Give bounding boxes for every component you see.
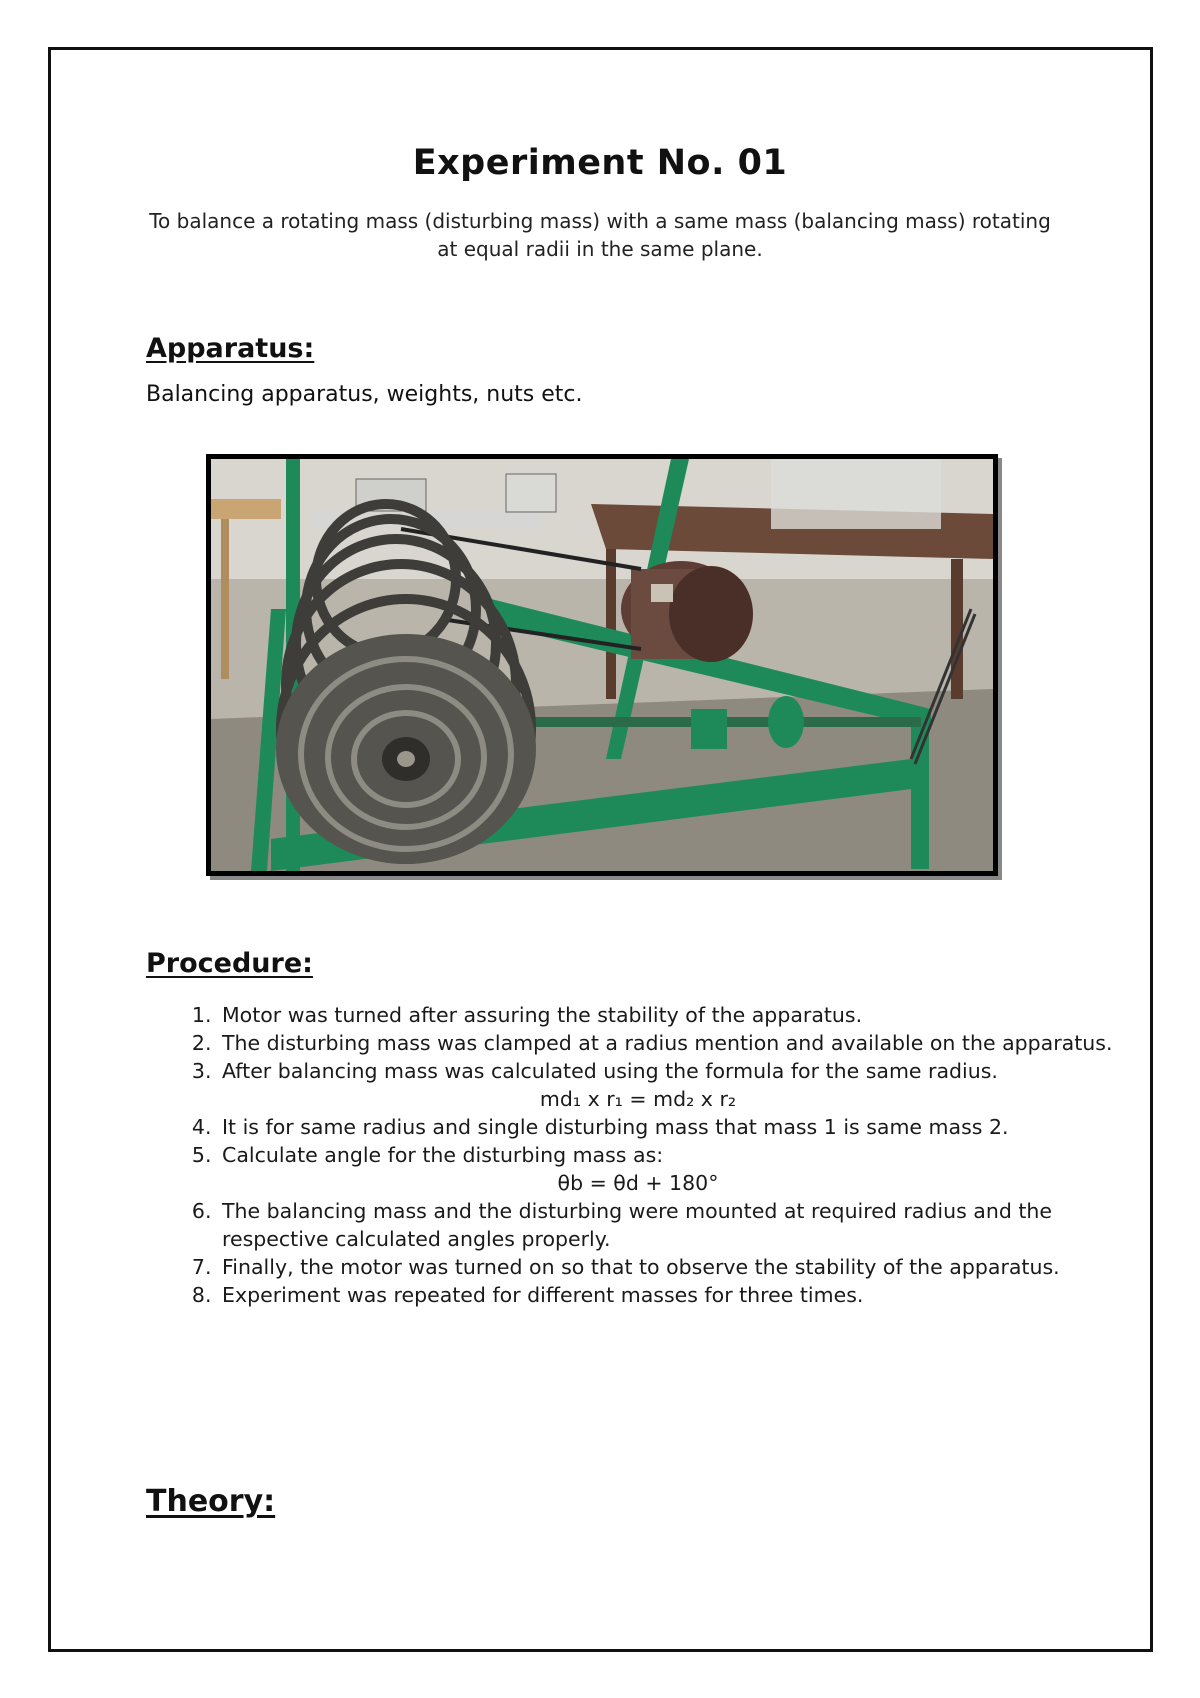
procedure-step: 3. After balancing mass was calculated using the formula for the same radius. [218, 1057, 1118, 1085]
procedure-step: 6. The balancing mass and the disturbing were mounted at required radius and the respective calculated angles properly. [218, 1197, 1118, 1253]
apparatus-list: Balancing apparatus, weights, nuts etc. [146, 382, 583, 407]
angle-formula: θb = θd + 180° [557, 1171, 719, 1195]
procedure-step: 1. Motor was turned after assuring the stability of the apparatus. [218, 1001, 1118, 1029]
experiment-objective: To balance a rotating mass (disturbing mass) with a same mass (balancing mass) rotating at equal radii in the same plane. [149, 209, 1051, 261]
procedure-step: 7. Finally, the motor was turned on so that to observe the stability of the apparatus. [218, 1253, 1118, 1281]
balancing-apparatus-illustration [211, 459, 993, 871]
procedure-step: 5. Calculate angle for the disturbing mass as: [218, 1141, 1118, 1169]
procedure-step: 4. It is for same radius and single disturbing mass that mass 1 is same mass 2. [218, 1113, 1118, 1141]
theory-heading: Theory: [146, 1484, 276, 1519]
apparatus-photo [206, 454, 998, 876]
procedure-heading: Procedure: [146, 948, 313, 979]
page-title: Experiment No. 01 [412, 143, 788, 183]
procedure-step: 8. Experiment was repeated for different masses for three times. [218, 1281, 1118, 1309]
mass-balance-formula: md₁ x r₁ = md₂ x r₂ [539, 1087, 737, 1111]
apparatus-heading: Apparatus: [146, 333, 315, 364]
procedure-step: 2. The disturbing mass was clamped at a radius mention and available on the apparatus. [218, 1029, 1118, 1057]
procedure-steps [170, 1001, 1118, 1309]
